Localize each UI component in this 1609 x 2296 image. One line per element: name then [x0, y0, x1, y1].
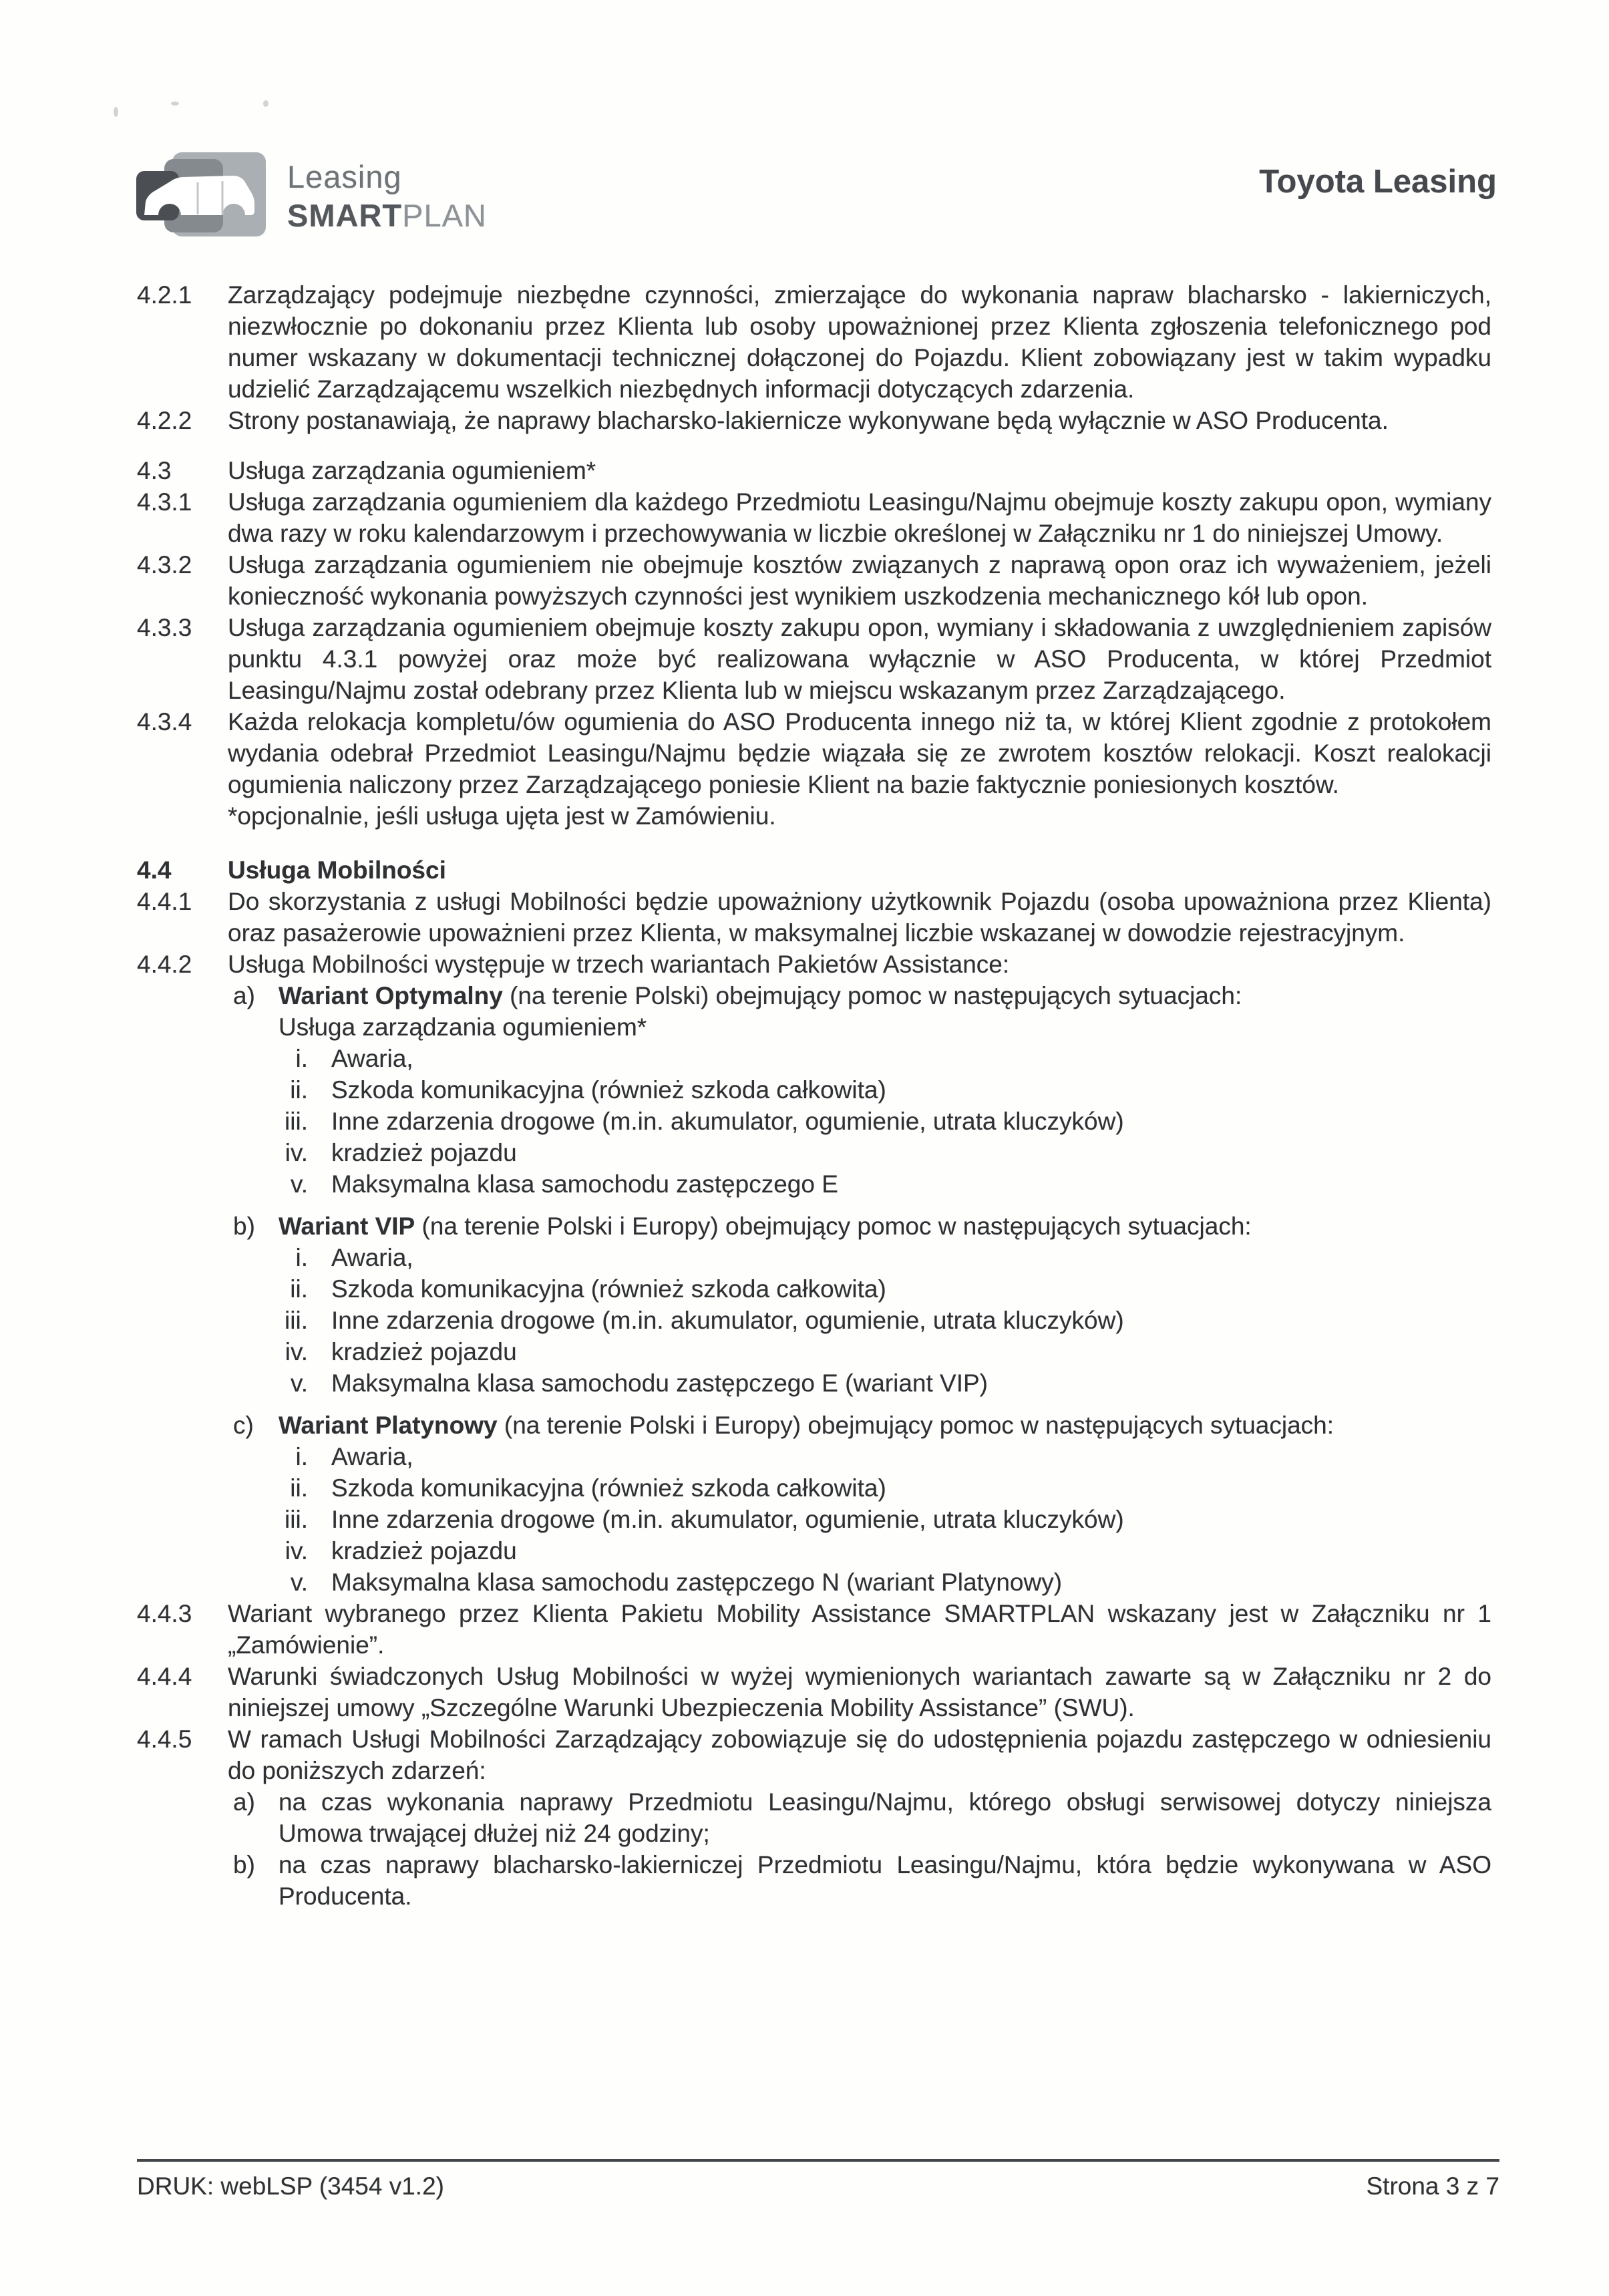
variant-name: Wariant Optymalny [279, 982, 503, 1009]
section-text [228, 949, 1491, 1598]
section-number: 4.3.3 [137, 614, 192, 641]
page-footer [137, 2172, 1499, 2200]
list-item-roman [228, 1305, 1491, 1336]
roman-text: Szkoda komunikacyjna (również szkoda całkowita) [331, 1275, 886, 1303]
letter-text [279, 1210, 1491, 1242]
brand-title: Toyota Leasing [1259, 164, 1497, 200]
logo-smart-part: SMART [287, 198, 403, 233]
roman-text: kradzież pojazdu [331, 1338, 517, 1365]
section-title: Usługa zarządzania ogumieniem* [228, 457, 596, 484]
section-item-4-4-3 [137, 1598, 1491, 1661]
roman-marker: ii. [290, 1474, 308, 1502]
section-number: 4.4.1 [137, 888, 192, 915]
section-item-4-4-5 [137, 1724, 1491, 1912]
list-item-roman [228, 1242, 1491, 1273]
list-item-roman [228, 1567, 1491, 1598]
section-item-4-2-1 [137, 279, 1491, 405]
roman-marker: ii. [290, 1275, 308, 1303]
list-item-letter-a [228, 980, 1491, 1011]
roman-marker: iv. [285, 1537, 308, 1565]
roman-text: Szkoda komunikacyjna (również szkoda całkowita) [331, 1076, 886, 1104]
spacer [137, 436, 1491, 455]
roman-text: kradzież pojazdu [331, 1537, 517, 1565]
variant-name: Wariant VIP [279, 1212, 415, 1240]
roman-text: Inne zdarzenia drogowe (m.in. akumulator, ogumienie, utrata kluczyków) [331, 1108, 1124, 1135]
logo-plan-part: PLAN [402, 198, 487, 233]
roman-text: Inne zdarzenia drogowe (m.in. akumulator, ogumienie, utrata kluczyków) [331, 1307, 1124, 1334]
roman-text: Maksymalna klasa samochodu zastępczego N (wariant Platynowy) [331, 1569, 1063, 1596]
roman-text: Szkoda komunikacyjna (również szkoda całkowita) [331, 1474, 886, 1502]
roman-marker: i. [295, 1244, 308, 1271]
letter-marker: c) [233, 1412, 254, 1439]
variant-name: Wariant Platynowy [279, 1412, 498, 1439]
letter-text: na czas wykonania naprawy Przedmiotu Leasingu/Najmu, którego obsługi serwisowej dotyczy niniejsza Umowa trwającej dłużej niż 24 godziny; [279, 1788, 1491, 1847]
roman-marker: v. [290, 1369, 308, 1397]
list-item-roman [228, 1367, 1491, 1399]
section-number: 4.3.1 [137, 488, 192, 516]
section-number: 4.3.2 [137, 551, 192, 579]
list-item-roman [228, 1168, 1491, 1200]
section-item-4-3-4 [137, 706, 1491, 832]
section-number: 4.4.5 [137, 1726, 192, 1753]
list-item-roman [228, 1441, 1491, 1472]
section-item-4-4-4 [137, 1661, 1491, 1724]
list-item-roman [228, 1504, 1491, 1535]
roman-marker: iv. [285, 1139, 308, 1166]
roman-text: kradzież pojazdu [331, 1139, 517, 1166]
roman-marker: iv. [285, 1338, 308, 1365]
section-intro: W ramach Usługi Mobilności Zarządzający zobowiązuje się do udostępnienia pojazdu zastępczego w odniesieniu do poniższych zdarzeń: [228, 1726, 1491, 1784]
section-text: Warunki świadczonych Usług Mobilności w wyżej wymienionych wariantach zawarte są w Załączniku nr 2 do niniejszej umowy „Szczególne Warunki Ubezpieczenia Mobility Assistance” (SWU). [228, 1663, 1491, 1721]
section-item-4-4-1 [137, 886, 1491, 949]
list-item-roman [228, 1106, 1491, 1137]
footer-divider [137, 2159, 1499, 2162]
letter-marker: a) [233, 982, 255, 1009]
section-number: 4.4.4 [137, 1663, 192, 1690]
spacer [137, 832, 1491, 854]
section-heading-4-4 [137, 854, 1491, 886]
section-number: 4.2.2 [137, 407, 192, 434]
section-item-4-2-2 [137, 405, 1491, 436]
section-item-4-3-3 [137, 612, 1491, 706]
section-number: 4.4.3 [137, 1600, 192, 1627]
list-item-letter-b [228, 1210, 1491, 1242]
variant-description: (na terenie Polski i Europy) obejmujący pomoc w następujących sytuacjach: [497, 1412, 1334, 1439]
footer-page-number: Strona 3 z 7 [1366, 2172, 1499, 2200]
section-item-4-3-2 [137, 549, 1491, 612]
section-item-4-4-2 [137, 949, 1491, 1598]
section-text: Usługa zarządzania ogumieniem obejmuje koszty zakupu opon, wymiany i składowania z uwzględnieniem zapisów punktu 4.3.1 powyżej oraz może być realizowana wyłącznie w ASO Producenta, w której Przedmiot Leasingu/Najmu został odebrany przez Klienta lub w miejscu wskazanym przez Zarządzającego. [228, 614, 1491, 704]
list-item-roman [228, 1472, 1491, 1504]
roman-text: Awaria, [331, 1443, 413, 1470]
list-item-letter-a [228, 1786, 1491, 1849]
section-number: 4.3 [137, 457, 172, 484]
section-intro: Usługa Mobilności występuje w trzech wariantach Pakietów Assistance: [228, 951, 1010, 978]
logo-wordmark [287, 160, 487, 232]
list-item-roman [228, 1273, 1491, 1305]
section-heading-4-3 [137, 455, 1491, 486]
roman-text: Awaria, [331, 1045, 413, 1072]
section-text-main: Każda relokacja kompletu/ów ogumienia do ASO Producenta innego niż ta, w której Klient zgodnie z protokołem wydania odebrał Przedmiot Leasingu/Najmu będzie wiązała się ze zwrotem kosztów relokacji. Koszt realokacji ogumienia naliczony przez Zarządzającego poniesie Klient na bazie faktycznie poniesionych kosztów. [228, 708, 1491, 798]
list-item-letter-b [228, 1849, 1491, 1912]
section-text: Zarządzający podejmuje niezbędne czynności, zmierzające do wykonania napraw blacharsko - lakierniczych, niezwłocznie po dokonaniu przez Klienta lub osoby upoważnionej przez Klienta zgłoszenia telefonicznego pod numer wskazany w dokumentacji technicznej dołączonej do Pojazdu. Klient zobowiązany jest w takim wypadku udzielić Zarządzającemu wszelkich niezbędnych informacji dotyczących zdarzenia. [228, 281, 1491, 403]
letter-marker: b) [233, 1851, 255, 1878]
section-number: 4.4 [137, 856, 172, 884]
letter-text [279, 1410, 1491, 1441]
list-item-roman [228, 1336, 1491, 1367]
footnote: *opcjonalnie, jeśli usługa ujęta jest w Zamówieniu. [228, 802, 776, 830]
section-text: Strony postanawiają, że naprawy blacharsko-lakiernicze wykonywane będą wyłącznie w ASO Producenta. [228, 407, 1389, 434]
logo-smartplan-label [287, 199, 487, 232]
list-item-roman [228, 1535, 1491, 1567]
roman-marker: iii. [285, 1108, 308, 1135]
roman-text: Inne zdarzenia drogowe (m.in. akumulator, ogumienie, utrata kluczyków) [331, 1506, 1124, 1533]
scan-artifact [171, 102, 179, 106]
logo-leasing-label: Leasing [287, 159, 402, 194]
roman-marker: v. [290, 1170, 308, 1198]
roman-marker: iii. [285, 1506, 308, 1533]
document-content [137, 279, 1491, 1912]
list-item-letter-c [228, 1410, 1491, 1441]
section-number: 4.3.4 [137, 708, 192, 735]
roman-marker: v. [290, 1569, 308, 1596]
section-title: Usługa Mobilności [228, 856, 446, 884]
roman-text: Maksymalna klasa samochodu zastępczego E (wariant VIP) [331, 1369, 988, 1397]
section-number: 4.2.1 [137, 281, 192, 309]
section-text: Wariant wybranego przez Klienta Pakietu Mobility Assistance SMARTPLAN wskazany jest w Załączniku nr 1 „Zamówienie”. [228, 1600, 1491, 1659]
section-item-4-3-1 [137, 486, 1491, 549]
smartplan-logo van-icon [134, 151, 267, 239]
section-text: Usługa zarządzania ogumieniem dla każdego Przedmiotu Leasingu/Najmu obejmuje koszty zakupu opon, wymiany dwa razy w roku kalendarzowym i przechowywania w liczbie określonej w Załączniku nr 1 do niniejszej Umowy. [228, 488, 1491, 547]
list-item-roman [228, 1074, 1491, 1106]
section-number: 4.4.2 [137, 951, 192, 978]
variant-description: (na terenie Polski i Europy) obejmujący pomoc w następujących sytuacjach: [415, 1212, 1252, 1240]
letter-marker: a) [233, 1788, 255, 1816]
list-item-roman [228, 1137, 1491, 1168]
roman-marker: i. [295, 1443, 308, 1470]
roman-marker: ii. [290, 1076, 308, 1104]
section-text: Usługa zarządzania ogumieniem nie obejmuje kosztów związanych z naprawą opon oraz ich wyważeniem, jeżeli konieczność wykonania powyższych czynności jest wynikiem uszkodzenia mechanicznego kół lub opon. [228, 551, 1491, 610]
roman-text: Maksymalna klasa samochodu zastępczego E [331, 1170, 838, 1198]
section-text [228, 706, 1491, 832]
roman-text: Awaria, [331, 1244, 413, 1271]
section-text [228, 1724, 1491, 1912]
variant-description: (na terenie Polski) obejmujący pomoc w następujących sytuacjach: [502, 982, 1242, 1009]
letter-text [279, 980, 1491, 1011]
list-item-roman [228, 1043, 1491, 1074]
scan-artifact [263, 100, 269, 107]
footer-document-id: DRUK: webLSP (3454 v1.2) [137, 2172, 444, 2200]
section-text: Do skorzystania z usługi Mobilności będzie upoważniony użytkownik Pojazdu (osoba upoważniona przez Klienta) oraz pasażerowie upoważnieni przez Klienta, w maksymalnej liczbie wskazanej w dowodzie rejestracyjnym. [228, 888, 1491, 947]
roman-marker: i. [295, 1045, 308, 1072]
letter-marker: b) [233, 1212, 255, 1240]
letter-text: na czas naprawy blacharsko-lakierniczej Przedmiotu Leasingu/Najmu, która będzie wykonywana w ASO Producenta. [279, 1851, 1491, 1910]
scan-artifact [114, 107, 118, 117]
variant-subline: Usługa zarządzania ogumieniem* [279, 1013, 647, 1041]
roman-marker: iii. [285, 1307, 308, 1334]
